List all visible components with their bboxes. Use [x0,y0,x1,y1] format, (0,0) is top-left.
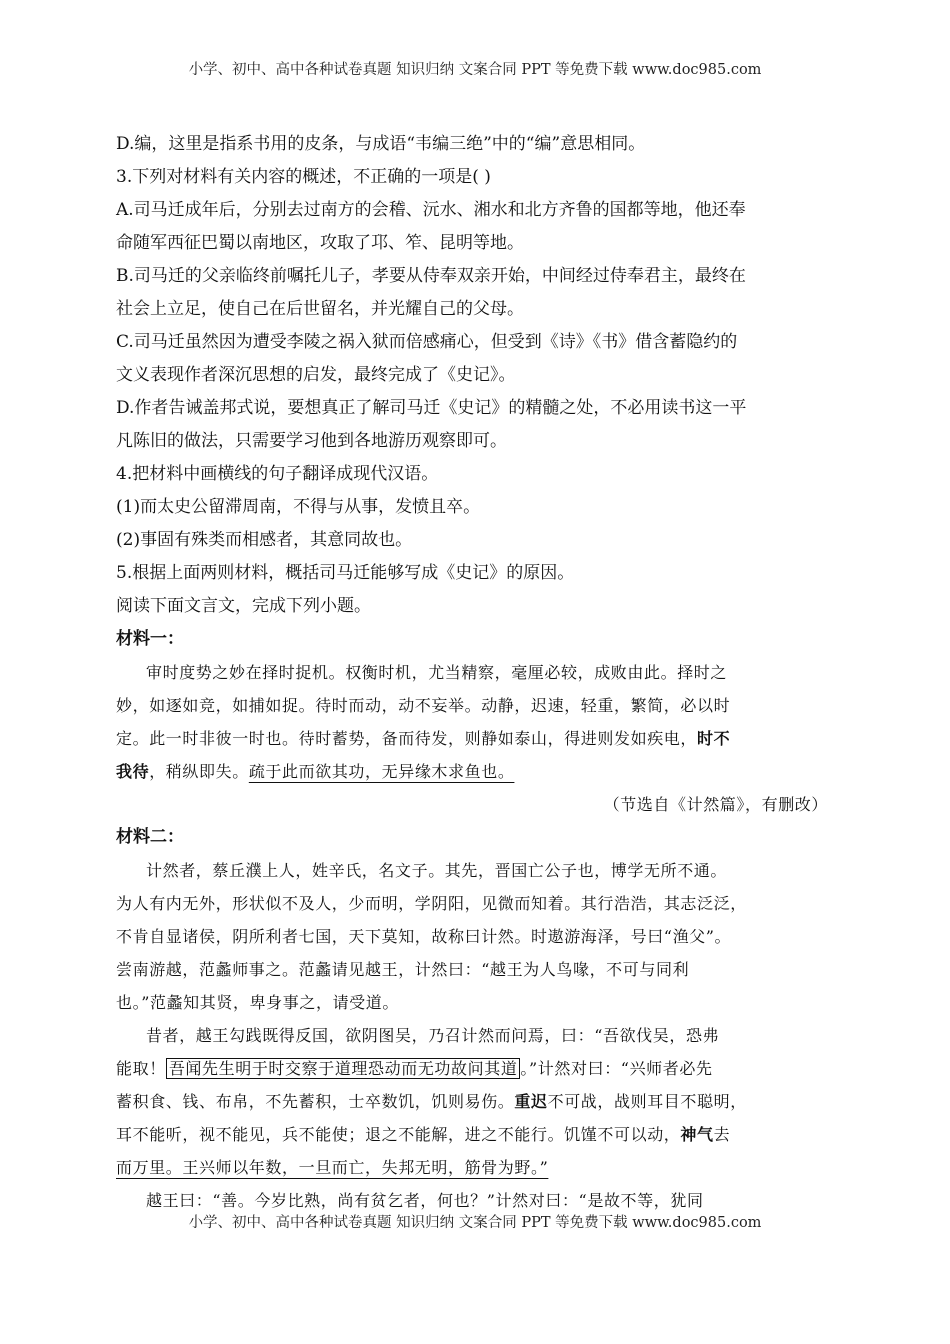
material-2-line: 昔者，越王勾践既得反国，欲阴图吴，乃召计然而问焉，曰：“吾欲伐吴，恐弗 [146,1026,720,1045]
document-body [116,128,836,1217]
material-2-text: 能取！ [116,1059,166,1078]
material-2-text: 耳不能听，视不能见，兵不能使；退之不能解，进之不能行。饥馑不可以动， [116,1125,681,1144]
question-3-option-b-line1: B.司马迁的父亲临终前嘱托儿子，孝要从侍奉双亲开始，中间经过侍奉君主，最终在 [116,266,746,286]
question-3-option-c-line1: C.司马迁虽然因为遭受李陵之祸入狱而倍感痛心，但受到《诗》《书》借含蓄隐约的 [116,332,738,352]
question-3-option-a-line1: A.司马迁成年后，分别去过南方的会稽、沅水、湘水和北方齐鲁的国都等地，他还奉 [116,200,746,220]
page-footer: 小学、初中、高中各种试卷真题 知识归纳 文案合同 PPT 等免费下载 www.doc985.com [188,1215,762,1231]
question-3-option-d-line1: D.作者告诫盖邦式说，要想真正了解司马迁《史记》的精髓之处，不必用读书这一平 [116,398,747,418]
material-2-text: 去 [713,1125,731,1144]
material-2-heading: 材料二： [116,827,184,847]
question-3: 3.下列对材料有关内容的概述，不正确的一项是( ) [116,167,491,187]
question-4-item-2: (2)事固有殊类而相感者，其意同故也。 [116,530,413,550]
material-2-line [116,1151,836,1184]
underlined-sentence: 疏于此而欲其功，无异缘木求鱼也。 [248,762,515,781]
boxed-sentence: 吾闻先生明于时交察于道理恐动而无功故问其道 [166,1058,521,1079]
material-2-line [116,1118,836,1151]
question-2-option-d: D.编，这里是指系书用的皮条，与成语“韦编三绝”中的“编”意思相同。 [116,134,646,154]
material-2-line: 为人有内无外，形状似不及人，少而明，学阴阳，见微而知着。其行浩浩，其志泛泛， [116,894,747,913]
material-1-line: 妙，如逐如竞，如捕如捉。待时而动，动不妄举。动静，迟速，轻重，繁简，必以时 [116,696,731,715]
question-4-item-1: (1)而太史公留滞周南，不得与从事，发愤且卒。 [116,497,481,517]
material-1-line [116,755,836,788]
question-3-option-a-line2: 命随军西征巴蜀以南地区，攻取了邛、笮、昆明等地。 [116,233,524,253]
page-header: 小学、初中、高中各种试卷真题 知识归纳 文案合同 PPT 等免费下载 www.doc985.com [188,62,762,78]
bold-phrase: 重迟 [514,1092,548,1111]
material-2-line [116,1085,836,1118]
bold-phrase: 我待 [116,762,150,781]
material-1-line [116,722,836,755]
question-4: 4.把材料中画横线的句子翻译成现代汉语。 [116,464,439,484]
bold-phrase: 时不 [697,729,731,748]
material-2-line: 不肯自显诸侯，阴所利者七国，天下莫知，故称曰计然。时遨游海泽，号曰“渔父”。 [116,927,732,946]
question-3-option-b-line2: 社会上立足，使自己在后世留名，并光耀自己的父母。 [116,299,524,319]
material-1-text: 定。此一时非彼一时也。待时蓄势，备而待发，则静如泰山，得进则发如疾电， [116,729,698,748]
reading-intro: 阅读下面文言文，完成下列小题。 [116,596,371,616]
material-2-line: 尝南游越，范蠡师事之。范蠡请见越王，计然曰：“越王为人鸟喙，不可与同利 [116,960,690,979]
material-2-line: 越王曰：“善。今岁比熟，尚有贫乞者，何也？”计然对曰：“是故不等，犹同 [146,1191,704,1210]
material-1-line: 审时度势之妙在择时捉机。权衡时机，尤当精察，毫厘必较，成败由此。择时之 [146,663,728,682]
material-2-line: 也。”范蠡知其贤，卑身事之，请受道。 [116,993,399,1012]
bold-phrase: 神气 [680,1125,714,1144]
question-3-option-d-line2: 凡陈旧的做法，只需要学习他到各地游历观察即可。 [116,431,507,451]
question-5: 5.根据上面两则材料，概括司马迁能够写成《史记》的原因。 [116,563,575,583]
material-2-line [116,1052,836,1085]
material-2-text: 不可战，战则耳目不聪明， [547,1092,747,1111]
material-1-heading: 材料一： [116,629,184,649]
question-3-option-c-line2: 文义表现作者深沉思想的启发，最终完成了《史记》。 [116,365,516,385]
material-1-source: （节选自《计然篇》，有删改） [603,795,828,814]
material-2-text: 。”计然对曰：“兴师者必先 [520,1059,713,1078]
underlined-sentence: 而万里。王兴师以年数，一旦而亡，失邦无明，筋骨为野。” [116,1158,549,1177]
material-2-text: 蓄积食、钱、布帛，不先蓄积，士卒数饥，饥则易伤。 [116,1092,515,1111]
material-1-text: ，稍纵即失。 [149,762,249,781]
material-2-line: 计然者，蔡丘濮上人，姓辛氏，名文子。其先，晋国亡公子也，博学无所不通。 [146,861,728,880]
